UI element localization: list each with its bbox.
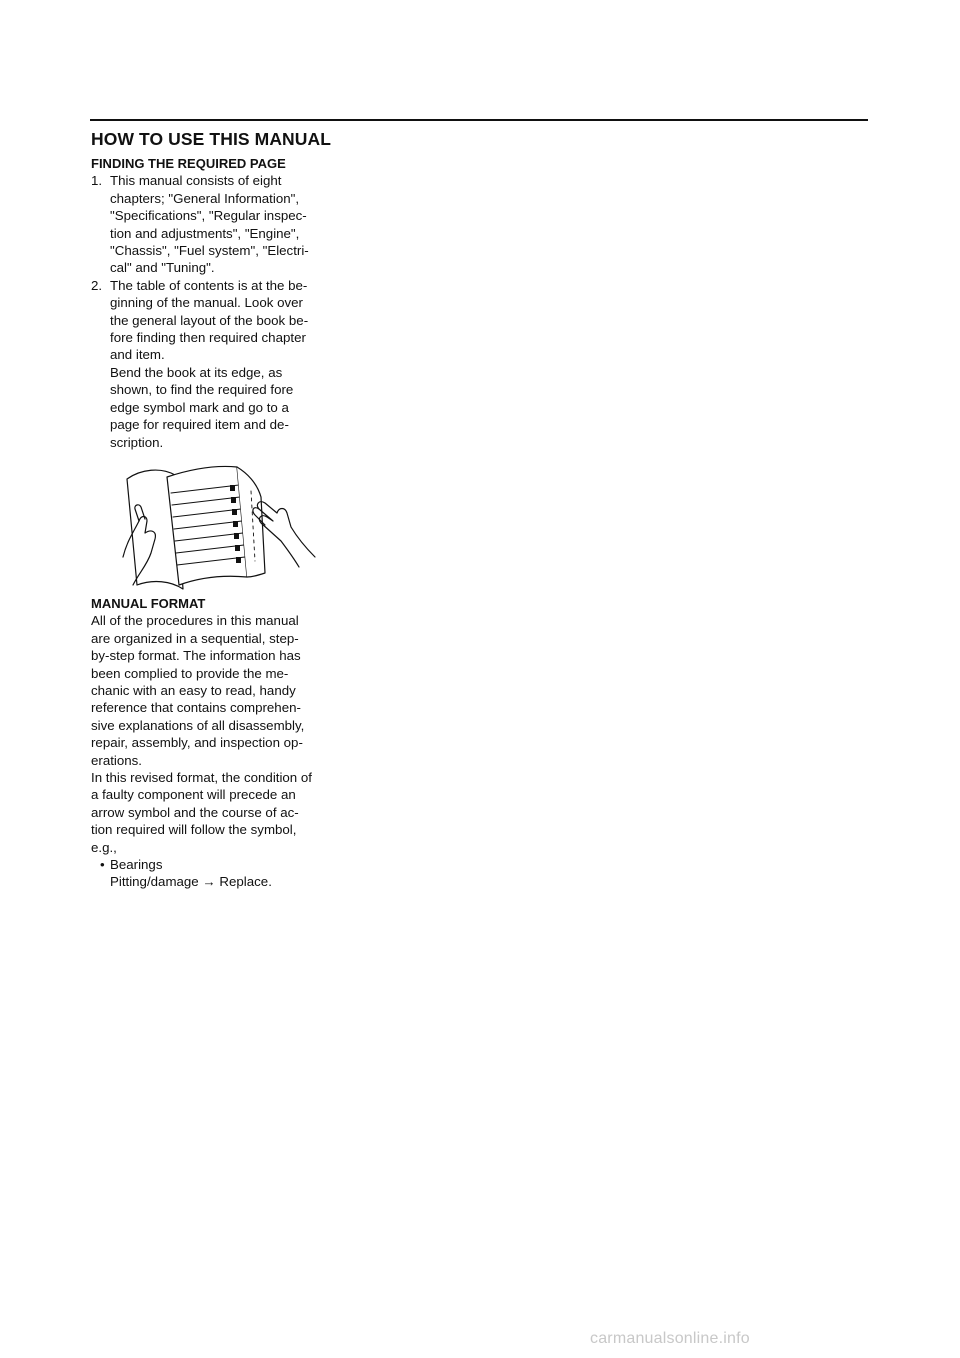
text-line: sive explanations of all disassembly, [91,717,305,733]
main-column [91,155,341,891]
text-line: "Specifications", "Regular inspec- [110,208,307,224]
watermark-text: carmanualsonline.info [590,1330,750,1347]
text-line: fore finding then required chapter [110,330,306,346]
text-line: arrow symbol and the course of ac- [91,804,299,820]
page-title: HOW TO USE THIS MANUAL [91,129,332,149]
list-number: 1. [91,173,103,189]
text-line: ginning of the manual. Look over [110,295,303,311]
action-text: Replace. [219,874,272,890]
text-line: "Chassis", "Fuel system", "Electri- [110,243,309,259]
text-line: a faulty component will precede an [91,787,296,803]
list-item-2 [91,277,341,451]
list-item-1 [91,172,341,276]
header-rule [90,119,868,121]
text-line: chapters; "General Information", [110,190,300,206]
paragraph-manual-format [91,612,341,856]
text-line: This manual consists of eight [110,173,282,189]
text-line: page for required item and de- [110,417,289,433]
bullet-item-bearings [91,856,341,873]
text-line: e.g., [91,839,117,855]
arrow-icon: → [202,874,216,890]
text-line: erations. [91,752,142,768]
text-line: tion and adjustments", "Engine", [110,225,300,241]
section-heading-finding-page: FINDING THE REQUIRED PAGE [91,156,286,171]
list-number: 2. [91,277,103,293]
condition-text: Pitting/damage [110,874,199,890]
text-line: are organized in a sequential, step- [91,630,299,646]
text-line: the general layout of the book be- [110,312,309,328]
book-bend-illustration [121,461,321,591]
text-line: tion required will follow the symbol, [91,822,297,838]
text-line: cal" and "Tuning". [110,260,215,276]
text-line: In this revised format, the condition of [91,769,312,785]
text-line: shown, to find the required fore [110,382,294,398]
text-line: scription. [110,434,164,450]
text-line: and item. [110,347,165,363]
text-line: been complied to provide the me- [91,665,289,681]
text-line: chanic with an easy to read, handy [91,682,296,698]
text-line: Bend the book at its edge, as [110,364,283,380]
text-line: edge symbol mark and go to a [110,399,289,415]
bullet-label: Bearings [110,857,163,872]
section-heading-manual-format: MANUAL FORMAT [91,595,206,611]
bullet-icon: • [100,857,105,872]
bullet-detail [91,873,341,890]
text-line: All of the procedures in this manual [91,613,299,629]
text-line: reference that contains comprehen- [91,700,301,716]
text-line: repair, assembly, and inspection op- [91,735,303,751]
text-line: The table of contents is at the be- [110,277,308,293]
text-line: by-step format. The information has [91,648,301,664]
